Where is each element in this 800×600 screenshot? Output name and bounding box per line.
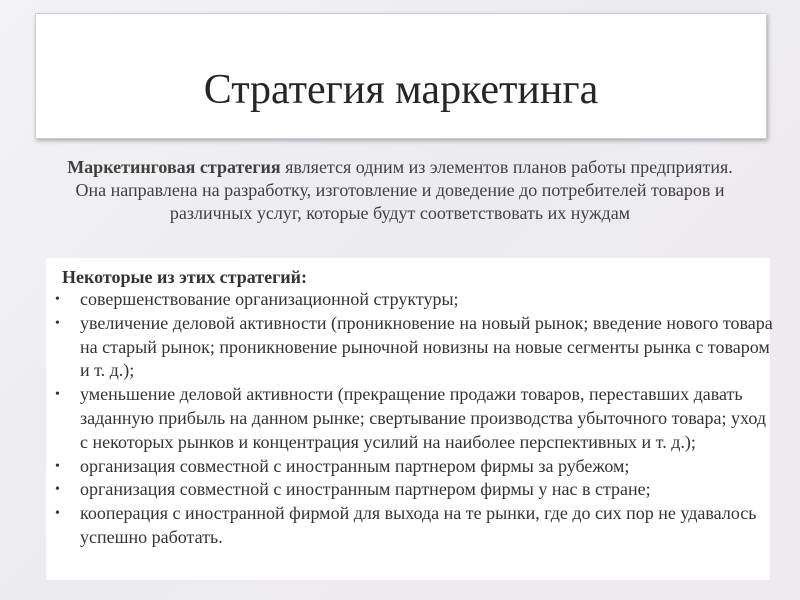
list-item-text: кооперация с иностранной фирмой для выхода на те рынки, где до сих пор не удавалось успешно работать. <box>80 503 757 547</box>
bullet-icon: • <box>55 482 60 498</box>
list-item-text: уменьшение деловой активности (прекращение продажи товаров, переставших давать заданную прибыль на данном рынке; свертывание производства убыточного товара; уход с некоторых рынков и концентрация усилий на наиболее перспективных и т. д.); <box>80 384 766 452</box>
intro-bold-term: Маркетинговая стратегия <box>67 157 281 177</box>
list-item-text: совершенствование организационной структуры; <box>80 289 459 309</box>
list-item <box>46 478 776 502</box>
list-item-text: организация совместной с иностранным партнером фирмы за рубежом; <box>80 455 630 476</box>
slide-title: Стратегия маркетинга <box>203 67 599 113</box>
list-item <box>46 502 776 550</box>
strategies-heading: Некоторые из этих стратегий: <box>62 267 307 287</box>
bullet-icon: • <box>55 387 60 403</box>
bullet-icon: • <box>55 292 60 307</box>
intro-paragraph <box>60 156 740 225</box>
bullet-icon: • <box>55 458 60 474</box>
list-item <box>46 288 776 312</box>
list-item-text: увеличение деловой активности (проникновение на новый рынок; введение нового товара на старый рынок; проникновение рыночной новизны на новые сегменты рынка с товаром и т. д.); <box>80 312 773 381</box>
list-item-text: организация совместной с иностранным партнером фирмы у нас в стране; <box>80 479 651 500</box>
list-item <box>46 312 776 383</box>
strategies-box <box>46 258 773 580</box>
list-item <box>46 455 776 479</box>
intro-text: является одним из элементов планов работы предприятия. Она направлена на разработку, изготовление и доведение до потребителей товаров и различных услуг, которые будут соответствовать их нуждам <box>75 157 733 223</box>
title-box <box>35 13 767 139</box>
bullet-icon: • <box>55 506 60 522</box>
strategies-list <box>46 288 776 550</box>
bullet-icon: • <box>55 315 60 331</box>
list-item <box>46 383 776 454</box>
